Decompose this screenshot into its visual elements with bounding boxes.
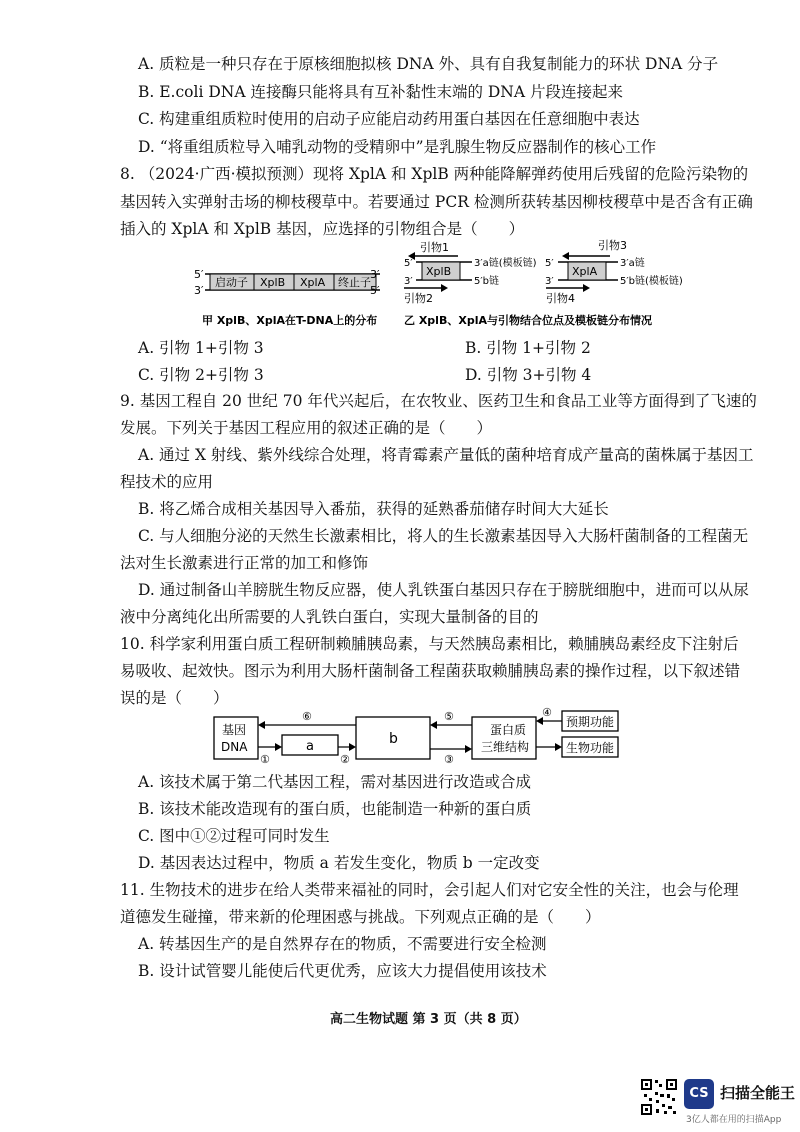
page-footer: 高二生物试题 第 3 页（共 8 页） [330,1012,527,1027]
dna-label: DNA [221,740,248,754]
q7-option-d: D. “将重组质粒导入哺乳动物的受精卵中”是乳腺生物反应器制作的核心工作 [138,138,657,156]
scanner-logo: CS [684,1079,714,1109]
step-4: ④ [542,706,552,719]
q8-stem-line2: 基因转入实弹射击场的柳枝稷草中。若要通过 PCR 检测所获转基因柳枝稷草中是否含有正确 [120,193,753,211]
promoter-label: 启动子 [215,276,248,289]
scanner-subtitle: 3亿人都在用的扫描App [686,1115,782,1125]
terminator-label: 终止子 [338,276,371,289]
primer1-label: 引物1 [420,241,449,254]
primer4-label: 引物4 [546,292,575,305]
q10-stem-line3: 误的是（ ） [120,689,229,707]
q9-option-c-line2: 法对生长激素进行正常的加工和修饰 [120,554,369,572]
tdna-3prime-right: 3′ [370,268,380,281]
primer3-label: 引物3 [598,239,627,252]
q9-option-c-line1: C. 与人细胞分泌的天然生长激素相比，将人的生长激素基因导入大肠杆菌制备的工程菌无 [138,527,749,545]
bio-function-label: 生物功能 [566,741,615,755]
q9-stem-line1: 9. 基因工程自 20 世纪 70 年代兴起后，在农牧业、医药卫生和食品工业等方面得到了飞速的 [120,392,757,410]
q8-figure [190,238,683,332]
xpla-label: XplA [300,276,326,289]
step-3: ③ [444,753,454,766]
q10-option-d: D. 基因表达过程中，物质 a 若发生变化，物质 b 一定改变 [138,854,540,872]
q10-option-b: B. 该技术能改造现有的蛋白质，也能制造一种新的蛋白质 [138,800,532,818]
q11-stem-line1: 11. 生物技术的进步在给人类带来福祉的同时，会引起人们对它安全性的关注，也会与伦理 [120,881,739,899]
step-2: ② [340,753,350,766]
q9-option-b: B. 将乙烯合成相关基因导入番茄，获得的延熟番茄储存时间大大延长 [138,500,609,518]
q9-option-a-line1: A. 通过 X 射线、紫外线综合处理，将青霉素产量低的菌种培育成产量高的菌株属于基因工 [138,446,754,464]
box-b-label: b [389,731,398,747]
expected-function-label: 预期功能 [566,715,615,729]
q8-option-b: B. 引物 1+引物 2 [465,339,591,357]
xpla-b-chain-template: 5′b链(模板链) [620,276,683,287]
gene-label: 基因 [222,723,247,737]
q10-stem-line2: 易吸收、起效快。图示为利用大肠杆菌制备工程菌获取赖脯胰岛素的操作过程，以下叙述错 [120,662,741,680]
xpla-3prime: 3′ [545,276,554,287]
xplb-label: XplB [260,276,286,289]
q7-option-b: B. E.coli DNA 连接酶只能将具有互补黏性末端的 DNA 片段连接起来 [138,83,623,101]
step-6: ⑥ [302,710,312,723]
step-5: ⑤ [444,710,454,723]
tdna-5prime-right: 5′ [370,284,380,297]
xplb-3prime: 3′ [404,276,413,287]
xpla-primer-diagram [545,238,683,305]
q9-option-a-line2: 程技术的应用 [120,473,214,491]
xpla-5prime: 5′ [545,258,554,269]
q10-stem-line1: 10. 科学家利用蛋白质工程研制赖脯胰岛素，与天然胰岛素相比，赖脯胰岛素经皮下注射后 [120,635,739,653]
q9-option-d-line2: 液中分离纯化出所需要的人乳铁白蛋白，实现大量制备的目的 [120,608,539,626]
xplb-box-label: XplB [426,265,452,278]
protein-label: 蛋白质 [490,723,527,737]
q8-option-d: D. 引物 3+引物 4 [465,366,592,384]
xplb-5prime: 5′ [404,258,413,269]
box-a-label: a [306,739,314,754]
q8-option-a: A. 引物 1+引物 3 [138,339,264,357]
q8-stem-line3: 插入的 XplA 和 XplB 基因，应选择的引物组合是（ ） [120,220,525,238]
primer2-label: 引物2 [404,292,433,305]
qr-code-icon [640,1078,678,1116]
q10-option-c: C. 图中①②过程可同时发生 [138,827,330,845]
xpla-a-chain: 3′a链 [620,258,645,269]
fig-caption-left: 甲 XplB、XplA在T-DNA上的分布 [202,314,378,327]
q11-option-a: A. 转基因生产的是自然界存在的物质，不需要进行安全检测 [138,935,547,953]
q8-option-c: C. 引物 2+引物 3 [138,366,264,384]
xplb-a-chain-template: 3′a链(模板链) [474,258,537,269]
xplb-primer-diagram [404,240,537,305]
tdna-diagram [194,268,380,297]
q8-stem-line1: 8. （2024·广西·模拟预测）现将 XplA 和 XplB 两种能降解弹药使用后残留的危险污染物的 [120,165,749,183]
q7-option-a: A. 质粒是一种只存在于原核细胞拟核 DNA 外、具有自我复制能力的环状 DNA 分子 [138,55,719,73]
q11-option-b: B. 设计试管婴儿能使后代更优秀，应该大力提倡使用该技术 [138,962,547,980]
q7-option-c: C. 构建重组质粒时使用的启动子应能启动药用蛋白基因在任意细胞中表达 [138,110,640,128]
q10-option-a: A. 该技术属于第二代基因工程，需对基因进行改造或合成 [138,773,532,791]
q10-flow-diagram [210,705,630,767]
scanner-title: 扫描全能王 [720,1084,796,1102]
tdna-5prime-label: 5′ [194,268,204,281]
tdna-3prime-label: 3′ [194,284,204,297]
q11-stem-line2: 道德发生碰撞，带来新的伦理困惑与挑战。下列观点正确的是（ ） [120,908,601,926]
step-1: ① [260,753,270,766]
q9-stem-line2: 发展。下列关于基因工程应用的叙述正确的是（ ） [120,419,493,437]
q9-option-d-line1: D. 通过制备山羊膀胱生物反应器，使人乳铁蛋白基因只存在于膀胱细胞中，进而可以从尿 [138,581,749,599]
structure-label: 三维结构 [481,740,530,754]
xplb-b-chain: 5′b链 [474,276,499,287]
fig-caption-right: 乙 XplB、XplA与引物结合位点及模板链分布情况 [404,314,652,327]
xpla-box-label: XplA [572,265,598,278]
